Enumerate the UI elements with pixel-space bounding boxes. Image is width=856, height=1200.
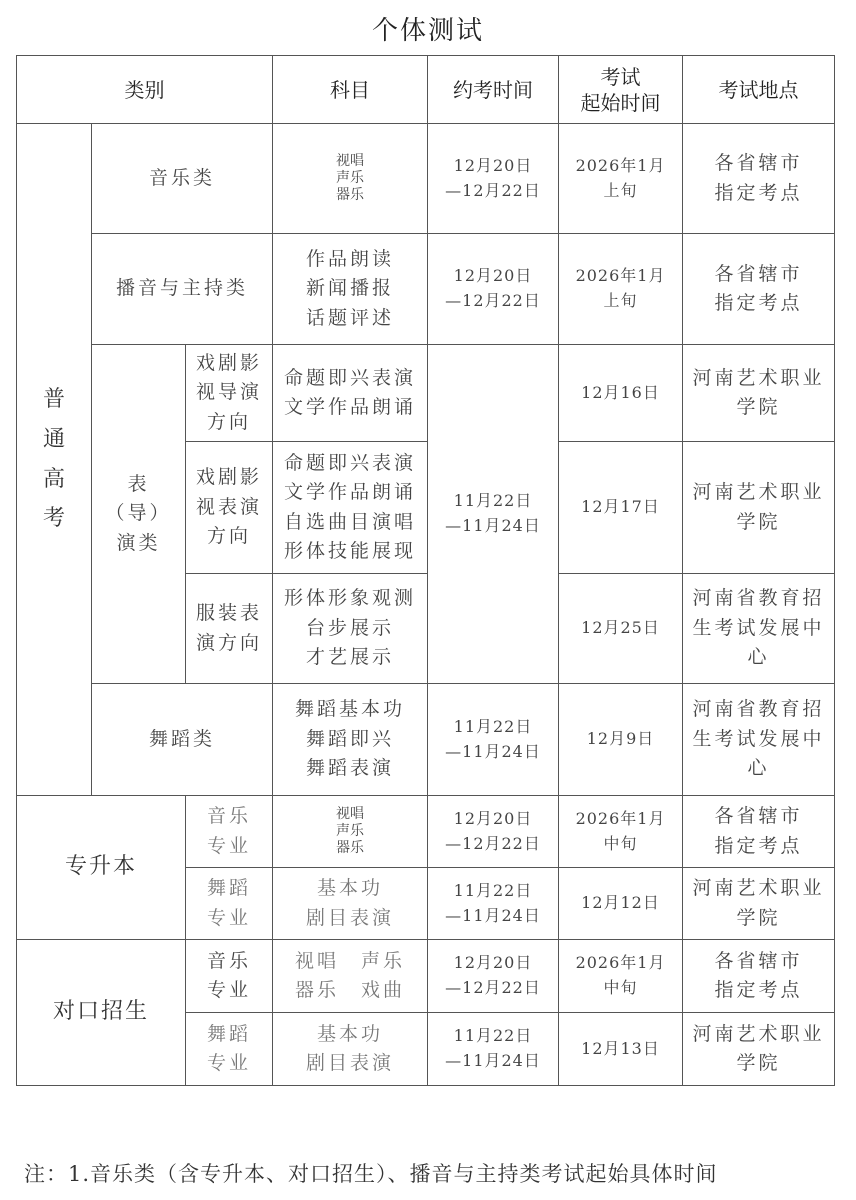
subject-item: 命题即兴表演 <box>284 366 417 389</box>
table-row-broadcast <box>17 234 835 345</box>
subject-item: 舞蹈基本功 <box>295 698 406 721</box>
location-cell <box>683 796 835 868</box>
appointment-cell <box>428 1013 559 1086</box>
location-cell <box>683 442 835 574</box>
group-putong-gaokao <box>17 124 92 796</box>
major-line: 舞蹈 <box>207 1022 252 1045</box>
appointment-line: 12月20日 <box>453 155 533 175</box>
start-cell: 12月13日 <box>559 1013 683 1086</box>
table-row-directing <box>17 345 835 442</box>
appointment-line: —12月22日 <box>445 291 541 310</box>
location-line: 各省辖市 <box>714 152 803 175</box>
location-line: 河南省教育招 <box>692 698 825 721</box>
start-cell <box>559 234 683 345</box>
subject-item: 作品朗读 <box>306 247 395 270</box>
subject-item: 话题评述 <box>306 306 395 329</box>
appointment-cell <box>428 124 559 234</box>
direction-line: 方向 <box>207 525 252 548</box>
table-row-zsb-music <box>17 796 835 868</box>
start-line: 2026年1月 <box>575 266 666 286</box>
subject-item: 形体技能展现 <box>284 539 417 562</box>
major-cell <box>186 1013 273 1086</box>
direction-line: 演方向 <box>196 631 263 654</box>
appointment-line: 11月22日 <box>453 491 533 511</box>
category-broadcast: 播音与主持类 <box>92 234 273 345</box>
appointment-line: 12月20日 <box>453 953 533 973</box>
location-line: 河南省教育招 <box>692 587 825 610</box>
start-line: 2026年1月 <box>575 155 666 175</box>
location-line: 学院 <box>736 1052 781 1074</box>
location-line: 心 <box>747 757 770 780</box>
exam-schedule-table <box>16 55 835 1086</box>
appointment-cell <box>428 345 559 684</box>
subject-cell <box>273 345 428 442</box>
subject-item: 文学作品朗诵 <box>284 396 417 418</box>
location-line: 学院 <box>736 510 781 533</box>
location-line: 各省辖市 <box>714 262 803 285</box>
category-music: 音乐类 <box>92 124 273 234</box>
appointment-line: —11月24日 <box>445 741 541 761</box>
appointment-line: —12月22日 <box>445 978 541 997</box>
location-cell <box>683 124 835 234</box>
direction-line: 视表演 <box>196 495 263 518</box>
start-line: 中旬 <box>603 978 638 997</box>
appointment-line: —12月22日 <box>445 833 541 853</box>
appointment-cell <box>428 796 559 868</box>
start-line: 上旬 <box>603 180 638 200</box>
appointment-cell <box>428 684 559 796</box>
start-cell <box>559 940 683 1013</box>
subject-item: 才艺展示 <box>306 646 395 669</box>
subject-cell <box>273 442 428 574</box>
header-category: 类别 <box>17 56 273 124</box>
major-cell <box>186 796 273 868</box>
subject-cell <box>273 940 428 1013</box>
appointment-line: —12月22日 <box>445 180 541 200</box>
major-line: 专业 <box>207 906 252 929</box>
category-dance: 舞蹈类 <box>92 684 273 796</box>
subject-cell <box>273 1013 428 1086</box>
location-cell <box>683 574 835 684</box>
appointment-line: 11月22日 <box>453 716 533 736</box>
group-putong-char: 通 <box>42 426 65 452</box>
direction-line: 视导演 <box>196 381 263 404</box>
appointment-line: —11月24日 <box>445 1051 541 1070</box>
appointment-line: —11月24日 <box>445 516 541 535</box>
major-line: 专业 <box>207 979 252 1001</box>
start-cell: 12月25日 <box>559 574 683 684</box>
location-line: 各省辖市 <box>714 949 803 972</box>
direction-line: 戏剧影 <box>196 351 263 374</box>
subject-item: 舞蹈表演 <box>306 757 395 780</box>
subject-item: 声乐 <box>336 823 365 840</box>
group-putong-char: 普 <box>42 387 65 413</box>
start-line: 2026年1月 <box>575 808 666 828</box>
location-cell <box>683 1013 835 1086</box>
page-title: 个体测试 <box>371 16 484 46</box>
subject-cell <box>273 124 428 234</box>
appointment-cell <box>428 234 559 345</box>
start-cell <box>559 796 683 868</box>
subject-item: 命题即兴表演 <box>284 451 417 474</box>
location-cell <box>683 234 835 345</box>
location-cell <box>683 684 835 796</box>
subject-item: 文学作品朗诵 <box>284 481 417 504</box>
location-line: 河南艺术职业 <box>692 1022 825 1045</box>
header-start-line1: 考试 <box>600 64 641 89</box>
location-line: 生考试发展中 <box>692 616 825 639</box>
direction-cell <box>186 345 273 442</box>
location-line: 指定考点 <box>714 834 803 857</box>
start-cell: 12月17日 <box>559 442 683 574</box>
subject-item: 器乐 戏曲 <box>295 979 406 1001</box>
subject-item: 舞蹈即兴 <box>306 727 395 750</box>
header-location: 考试地点 <box>683 56 835 124</box>
subject-item: 器乐 <box>336 839 365 856</box>
subject-item: 基本功 <box>317 1022 384 1045</box>
direction-line: 方向 <box>207 410 252 433</box>
group-putong-char: 高 <box>42 466 65 492</box>
subject-item: 新闻播报 <box>306 277 395 300</box>
major-line: 音乐 <box>207 805 252 828</box>
subject-item: 基本功 <box>317 877 384 900</box>
location-line: 生考试发展中 <box>692 727 825 750</box>
table-row-music <box>17 124 835 234</box>
major-line: 专业 <box>207 1052 252 1074</box>
header-appointment: 约考时间 <box>428 56 559 124</box>
header-start <box>559 56 683 124</box>
subject-cell <box>273 684 428 796</box>
direction-line: 服装表 <box>196 602 263 625</box>
appointment-line: 12月20日 <box>453 266 533 286</box>
start-cell: 12月16日 <box>559 345 683 442</box>
location-line: 河南艺术职业 <box>692 366 825 389</box>
category-zhuanshengben: 专升本 <box>17 796 186 940</box>
location-cell <box>683 345 835 442</box>
table-row-dk-music <box>17 940 835 1013</box>
subject-item: 剧目表演 <box>306 906 395 929</box>
category-duikou: 对口招生 <box>17 940 186 1086</box>
subject-item: 视唱 <box>336 806 365 823</box>
location-line: 学院 <box>736 906 781 929</box>
major-line: 专业 <box>207 834 252 857</box>
major-line: 舞蹈 <box>207 877 252 900</box>
location-cell <box>683 940 835 1013</box>
location-line: 河南艺术职业 <box>692 877 825 900</box>
subject-cell <box>273 796 428 868</box>
direction-cell <box>186 442 273 574</box>
start-line: 2026年1月 <box>575 953 666 973</box>
table-row-dance <box>17 684 835 796</box>
group-putong-char: 考 <box>42 506 65 532</box>
major-cell <box>186 940 273 1013</box>
start-cell: 12月12日 <box>559 868 683 940</box>
header-subject: 科目 <box>273 56 428 124</box>
start-cell: 12月9日 <box>559 684 683 796</box>
location-line: 指定考点 <box>714 292 803 314</box>
subject-item: 视唱 <box>336 153 365 170</box>
location-line: 心 <box>747 646 770 669</box>
subject-item: 剧目表演 <box>306 1052 395 1074</box>
location-line: 指定考点 <box>714 181 803 204</box>
location-line: 各省辖市 <box>714 805 803 828</box>
appointment-line: 11月22日 <box>453 1026 533 1046</box>
footnote: 注：1.音乐类（含专升本、对口招生）、播音与主持类考试起始具体时间 <box>24 1162 718 1186</box>
subject-cell <box>273 574 428 684</box>
major-cell <box>186 868 273 940</box>
appointment-cell <box>428 868 559 940</box>
location-line: 河南艺术职业 <box>692 481 825 504</box>
header-start-line2: 起始时间 <box>580 90 661 115</box>
start-line: 中旬 <box>603 833 638 853</box>
subject-item: 视唱 声乐 <box>295 949 406 972</box>
appointment-line: 11月22日 <box>453 880 533 900</box>
appointment-line: 12月20日 <box>453 808 533 828</box>
location-line: 学院 <box>736 396 781 418</box>
appointment-line: —11月24日 <box>445 905 541 925</box>
header-row <box>17 56 835 124</box>
location-line: 指定考点 <box>714 979 803 1001</box>
subject-cell <box>273 868 428 940</box>
direction-line: 戏剧影 <box>196 466 263 489</box>
direction-cell <box>186 574 273 684</box>
subject-cell <box>273 234 428 345</box>
subject-item: 声乐 <box>336 170 365 187</box>
category-acting: 表（导）演类 <box>92 345 186 684</box>
major-line: 音乐 <box>207 949 252 972</box>
subject-item: 器乐 <box>336 186 365 203</box>
location-cell <box>683 868 835 940</box>
start-cell <box>559 124 683 234</box>
start-line: 上旬 <box>603 291 638 310</box>
subject-item: 形体形象观测 <box>284 587 417 610</box>
subject-item: 自选曲目演唱 <box>284 510 417 533</box>
subject-item: 台步展示 <box>306 616 395 639</box>
appointment-cell <box>428 940 559 1013</box>
